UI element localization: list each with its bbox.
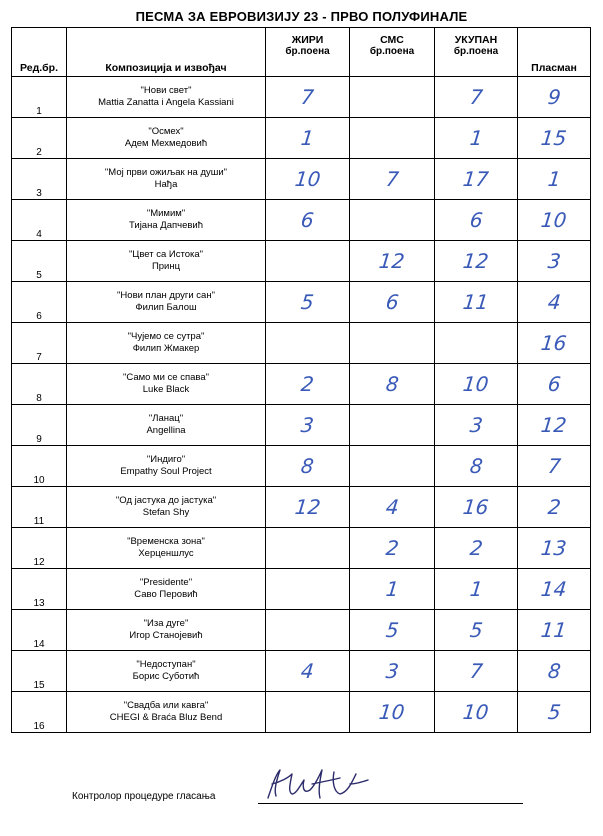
song-artist: Филип Балош <box>135 302 197 313</box>
placement <box>518 692 591 733</box>
placement-value: 13 <box>540 536 568 560</box>
total-points-value: 16 <box>462 495 490 519</box>
song-cell <box>67 323 266 364</box>
sms-points <box>350 569 435 610</box>
total-points <box>435 651 518 692</box>
jury-points <box>266 282 350 323</box>
song-cell <box>67 405 266 446</box>
table-row <box>12 446 591 487</box>
song-artist: Адем Мехмедовић <box>124 138 208 149</box>
placement-value: 4 <box>546 290 562 314</box>
header-jury-sub: бр.поена <box>285 46 330 57</box>
placement-value: 11 <box>540 618 568 642</box>
placement-value: 9 <box>546 85 562 109</box>
jury-points <box>266 405 350 446</box>
placement-value: 3 <box>546 249 562 273</box>
jury-points-value: 10 <box>293 167 322 191</box>
total-points-value: 11 <box>462 290 490 314</box>
sms-points-value: 8 <box>384 372 400 396</box>
table-row <box>12 77 591 118</box>
row-number: 12 <box>12 528 67 569</box>
header-total-label: УКУПАН <box>454 34 498 46</box>
song-artist: CHEGI & Braća Bluz Bend <box>109 712 223 723</box>
sms-points-value: 12 <box>378 249 406 273</box>
row-number: 15 <box>12 651 67 692</box>
sms-points-value: 10 <box>378 700 406 724</box>
table-row <box>12 159 591 200</box>
total-points <box>435 487 518 528</box>
table-body <box>12 77 591 733</box>
jury-points-value: 8 <box>299 454 316 478</box>
sms-points-value: 1 <box>384 577 400 601</box>
row-number: 16 <box>12 692 67 733</box>
song-title: "Ланац" <box>148 413 184 424</box>
total-points-value: 6 <box>468 208 484 232</box>
song-artist: Херценшлус <box>138 548 194 559</box>
total-points <box>435 610 518 651</box>
placement-value: 5 <box>546 700 562 724</box>
song-artist: Empathy Soul Project <box>120 466 212 477</box>
song-title: "Временска зона" <box>127 536 205 547</box>
total-points-value: 1 <box>468 577 484 601</box>
table-row <box>12 364 591 405</box>
jury-points-value: 5 <box>299 290 316 314</box>
total-points <box>435 200 518 241</box>
sms-points <box>350 282 435 323</box>
song-cell <box>67 651 266 692</box>
song-title: "Нови свет" <box>140 85 192 96</box>
row-number: 5 <box>12 241 67 282</box>
signature-mark <box>262 764 372 804</box>
header-jury <box>266 28 350 77</box>
sms-points <box>350 323 435 364</box>
total-points-value: 5 <box>468 618 484 642</box>
sms-points-value: 7 <box>384 167 400 191</box>
placement-value: 10 <box>540 208 568 232</box>
table-header-row <box>12 28 591 77</box>
jury-points-value: 12 <box>293 495 322 519</box>
song-title: "Мој први ожиљак на души" <box>104 167 228 178</box>
jury-points <box>266 200 350 241</box>
table-row <box>12 405 591 446</box>
total-points <box>435 323 518 364</box>
total-points-value: 17 <box>462 167 490 191</box>
table-row <box>12 241 591 282</box>
sms-points <box>350 528 435 569</box>
song-title: "Индиго" <box>146 454 186 465</box>
table-row <box>12 200 591 241</box>
jury-points-value: 7 <box>299 85 316 109</box>
total-points-value: 3 <box>468 413 484 437</box>
placement-value: 6 <box>546 372 562 396</box>
sms-points <box>350 77 435 118</box>
jury-points <box>266 692 350 733</box>
row-number: 1 <box>12 77 67 118</box>
total-points <box>435 528 518 569</box>
song-cell <box>67 241 266 282</box>
placement <box>518 487 591 528</box>
sms-points <box>350 692 435 733</box>
page-title: ПЕСМА ЗА ЕВРОВИЗИЈУ 23 - ПРВО ПОЛУФИНАЛЕ <box>135 9 468 24</box>
total-points-value: 10 <box>462 372 490 396</box>
sms-points <box>350 405 435 446</box>
jury-points <box>266 323 350 364</box>
table-row <box>12 487 591 528</box>
total-points <box>435 118 518 159</box>
row-number: 8 <box>12 364 67 405</box>
sms-points <box>350 364 435 405</box>
placement-value: 12 <box>540 413 568 437</box>
song-title: "Мимим" <box>146 208 186 219</box>
row-number: 2 <box>12 118 67 159</box>
sms-points-value: 3 <box>384 659 400 683</box>
total-points-value: 1 <box>468 126 484 150</box>
jury-points-value: 1 <box>299 126 316 150</box>
song-artist: Angellina <box>146 425 186 436</box>
total-points-value: 8 <box>468 454 484 478</box>
row-number: 10 <box>12 446 67 487</box>
row-number: 6 <box>12 282 67 323</box>
jury-points-value: 2 <box>299 372 316 396</box>
table-row <box>12 323 591 364</box>
total-points <box>435 405 518 446</box>
table-row <box>12 282 591 323</box>
sms-points-value: 6 <box>384 290 400 314</box>
placement-value: 2 <box>546 495 562 519</box>
sms-points-value: 5 <box>384 618 400 642</box>
song-artist: Игор Станојевић <box>129 630 203 641</box>
placement <box>518 118 591 159</box>
song-cell <box>67 446 266 487</box>
placement-value: 15 <box>540 126 568 150</box>
placement <box>518 200 591 241</box>
jury-points <box>266 446 350 487</box>
song-cell <box>67 569 266 610</box>
song-artist: Принц <box>151 261 181 272</box>
placement <box>518 77 591 118</box>
row-number: 13 <box>12 569 67 610</box>
header-jury-label: ЖИРИ <box>291 34 324 46</box>
table-row <box>12 528 591 569</box>
song-title: "Иза дуге" <box>143 618 189 629</box>
song-artist: Тијана Дапчевић <box>129 220 203 231</box>
jury-points-value: 4 <box>299 659 316 683</box>
jury-points-value: 3 <box>299 413 316 437</box>
table-row <box>12 692 591 733</box>
jury-points <box>266 610 350 651</box>
jury-points-value: 6 <box>299 208 316 232</box>
song-artist: Mattia Zanatta i Angela Kassiani <box>98 97 234 108</box>
song-title: "Чујемо се сутра" <box>127 331 205 342</box>
song-artist: Нађа <box>154 179 178 190</box>
song-artist: Luke Black <box>142 384 190 395</box>
total-points-value: 12 <box>462 249 490 273</box>
placement <box>518 364 591 405</box>
song-artist: Филип Жмакер <box>132 343 200 354</box>
placement <box>518 528 591 569</box>
placement <box>518 446 591 487</box>
total-points <box>435 282 518 323</box>
jury-points <box>266 159 350 200</box>
total-points <box>435 364 518 405</box>
header-sms-sub: бр.поена <box>369 46 415 57</box>
placement <box>518 323 591 364</box>
row-number: 3 <box>12 159 67 200</box>
total-points-value: 7 <box>468 659 484 683</box>
sms-points-value: 4 <box>384 495 400 519</box>
placement-value: 1 <box>546 167 562 191</box>
placement <box>518 159 591 200</box>
table-row <box>12 610 591 651</box>
row-number: 4 <box>12 200 67 241</box>
header-sms <box>350 28 435 77</box>
sms-points <box>350 446 435 487</box>
header-placement: Пласман <box>518 28 591 77</box>
sms-points <box>350 610 435 651</box>
placement-value: 7 <box>546 454 562 478</box>
row-number: 14 <box>12 610 67 651</box>
total-points-value: 10 <box>462 700 490 724</box>
sms-points <box>350 487 435 528</box>
total-points <box>435 77 518 118</box>
song-cell <box>67 610 266 651</box>
sms-points <box>350 118 435 159</box>
jury-points <box>266 487 350 528</box>
jury-points <box>266 651 350 692</box>
song-cell <box>67 528 266 569</box>
header-rank: Ред.бр. <box>12 28 67 77</box>
jury-points <box>266 528 350 569</box>
sms-points <box>350 651 435 692</box>
controller-label: Контролор процедуре гласања <box>72 791 216 802</box>
song-artist: Борис Суботић <box>132 671 200 682</box>
total-points <box>435 241 518 282</box>
header-total <box>435 28 518 77</box>
song-title: "Од јастука до јастука" <box>115 495 217 506</box>
song-title: "Само ми се спава" <box>122 372 209 383</box>
song-title: "Свадба или кавга" <box>123 700 209 711</box>
song-title: "Цвет са Истока" <box>128 249 204 260</box>
song-cell <box>67 118 266 159</box>
song-title: "Presidente" <box>139 577 193 588</box>
song-artist: Stefan Shy <box>142 507 190 518</box>
jury-points <box>266 364 350 405</box>
jury-points <box>266 241 350 282</box>
jury-points <box>266 569 350 610</box>
placement-value: 16 <box>540 331 568 355</box>
table-row <box>12 118 591 159</box>
table-row <box>12 569 591 610</box>
song-title: "Нови план други сан" <box>117 290 215 301</box>
placement <box>518 651 591 692</box>
song-title: "Недоступан" <box>136 659 196 670</box>
jury-points <box>266 118 350 159</box>
song-cell <box>67 159 266 200</box>
song-cell <box>67 692 266 733</box>
jury-points <box>266 77 350 118</box>
header-sms-label: СМС <box>380 34 404 46</box>
total-points-value: 7 <box>468 85 484 109</box>
total-points <box>435 692 518 733</box>
row-number: 9 <box>12 405 67 446</box>
row-number: 7 <box>12 323 67 364</box>
total-points <box>435 569 518 610</box>
song-artist: Саво Перовић <box>134 589 198 600</box>
sms-points <box>350 241 435 282</box>
header-song: Композиција и извођач <box>67 28 266 77</box>
placement-value: 14 <box>540 577 568 601</box>
placement <box>518 282 591 323</box>
header-total-sub: бр.поена <box>453 46 499 57</box>
sms-points-value: 2 <box>384 536 400 560</box>
total-points <box>435 159 518 200</box>
voting-results-table <box>11 27 591 733</box>
placement <box>518 405 591 446</box>
song-cell <box>67 282 266 323</box>
sms-points <box>350 159 435 200</box>
row-number: 11 <box>12 487 67 528</box>
total-points <box>435 446 518 487</box>
total-points-value: 2 <box>468 536 484 560</box>
song-cell <box>67 77 266 118</box>
sms-points <box>350 200 435 241</box>
placement <box>518 241 591 282</box>
song-cell <box>67 487 266 528</box>
song-title: "Осмех" <box>148 126 184 137</box>
placement <box>518 569 591 610</box>
song-cell <box>67 364 266 405</box>
placement-value: 8 <box>546 659 562 683</box>
song-cell <box>67 200 266 241</box>
table-row <box>12 651 591 692</box>
placement <box>518 610 591 651</box>
